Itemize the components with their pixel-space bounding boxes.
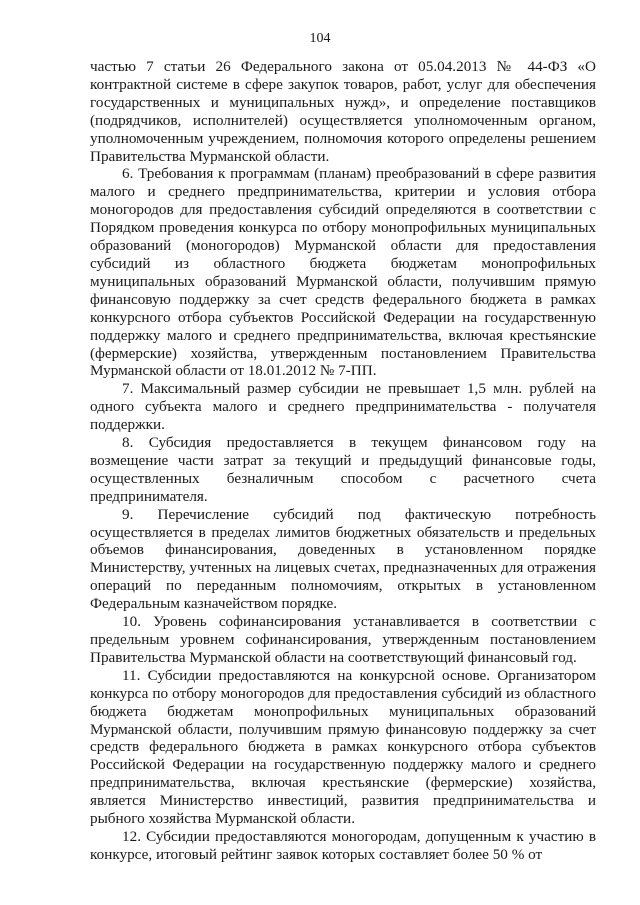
paragraph-11: 11. Субсидии предоставляются на конкурсной основе. Организатором конкурса по отбору моногородов для предоставления субсидий из областного бюджета бюджетам монопрофильных муниципальных образований Мурманской области, получившим прямую финансовую поддержку за счет средств федерального бюджета в рамках конкурсного отбора субъектов Российской Федерации на государственную поддержку малого и среднего предпринимательства, включая крестьянские (фермерские) хозяйства, является Министерство инвестиций, развития предпринимательства и рыбного хозяйства Мурманской области. <box>90 666 596 828</box>
paragraph-10: 10. Уровень софинансирования устанавливается в соответствии с предельным уровнем софинансирования, утвержденным постановлением Правительства Мурманской области на соответствующий финансовый год. <box>90 613 596 666</box>
paragraph-7: 7. Максимальный размер субсидии не превышает 1,5 млн. рублей на одного субъекта малого и среднего предпринимательства - получателя поддержки. <box>90 380 596 434</box>
paragraph-8: 8. Субсидия предоставляется в текущем финансовом году на возмещение части затрат за текущий и предыдущий финансовые годы, осуществленных безналичным способом с расчетного счета предпринимателя. <box>90 434 596 505</box>
paragraph-9: 9. Перечисление субсидий под фактическую потребность осуществляется в пределах лимитов бюджетных обязательств и предельных объемов финансирования, доведенных в установленном порядке Министерству, учтенных на лицевых счетах, предназначенных для отражения операций по переданным полномочиям, открытых в установленном Федеральным казначейством порядке. <box>90 505 596 613</box>
paragraph-12: 12. Субсидии предоставляются моногородам, допущенным к участию в конкурсе, итоговый рейтинг заявок которых составляет более 50 % от <box>90 827 596 863</box>
paragraph-6: 6. Требования к программам (планам) преобразований в сфере развития малого и среднего предпринимательства, критерии и условия отбора моногородов для предоставления субсидий определяются в соответствии с Порядком проведения конкурса по отбору монопрофильных муниципальных образований (моногородов) Мурманской области для предоставления субсидий из областного бюджета бюджетам монопрофильных муниципальных образований Мурманской области, получившим прямую финансовую поддержку за счет средств федерального бюджета в рамках конкурсного отбора субъектов Российской Федерации на государственную поддержку малого и среднего предпринимательства, включая крестьянские (фермерские) хозяйства, утвержденным постановлением Правительства Мурманской области от 18.01.2012 № 7-ПП. <box>90 165 596 380</box>
page-number: 104 <box>309 31 331 46</box>
paragraph-continuation: частью 7 статьи 26 Федерального закона от 05.04.2013 № 44-ФЗ «О контрактной системе в сфере закупок товаров, работ, услуг для обеспечения государственных и муниципальных нужд», и определение поставщиков (подрядчиков, исполнителей) осуществляется уполномоченным органом, уполномоченным учреждением, полномочия которого определены решением Правительства Мурманской области. <box>90 58 596 165</box>
document-body <box>90 58 596 864</box>
